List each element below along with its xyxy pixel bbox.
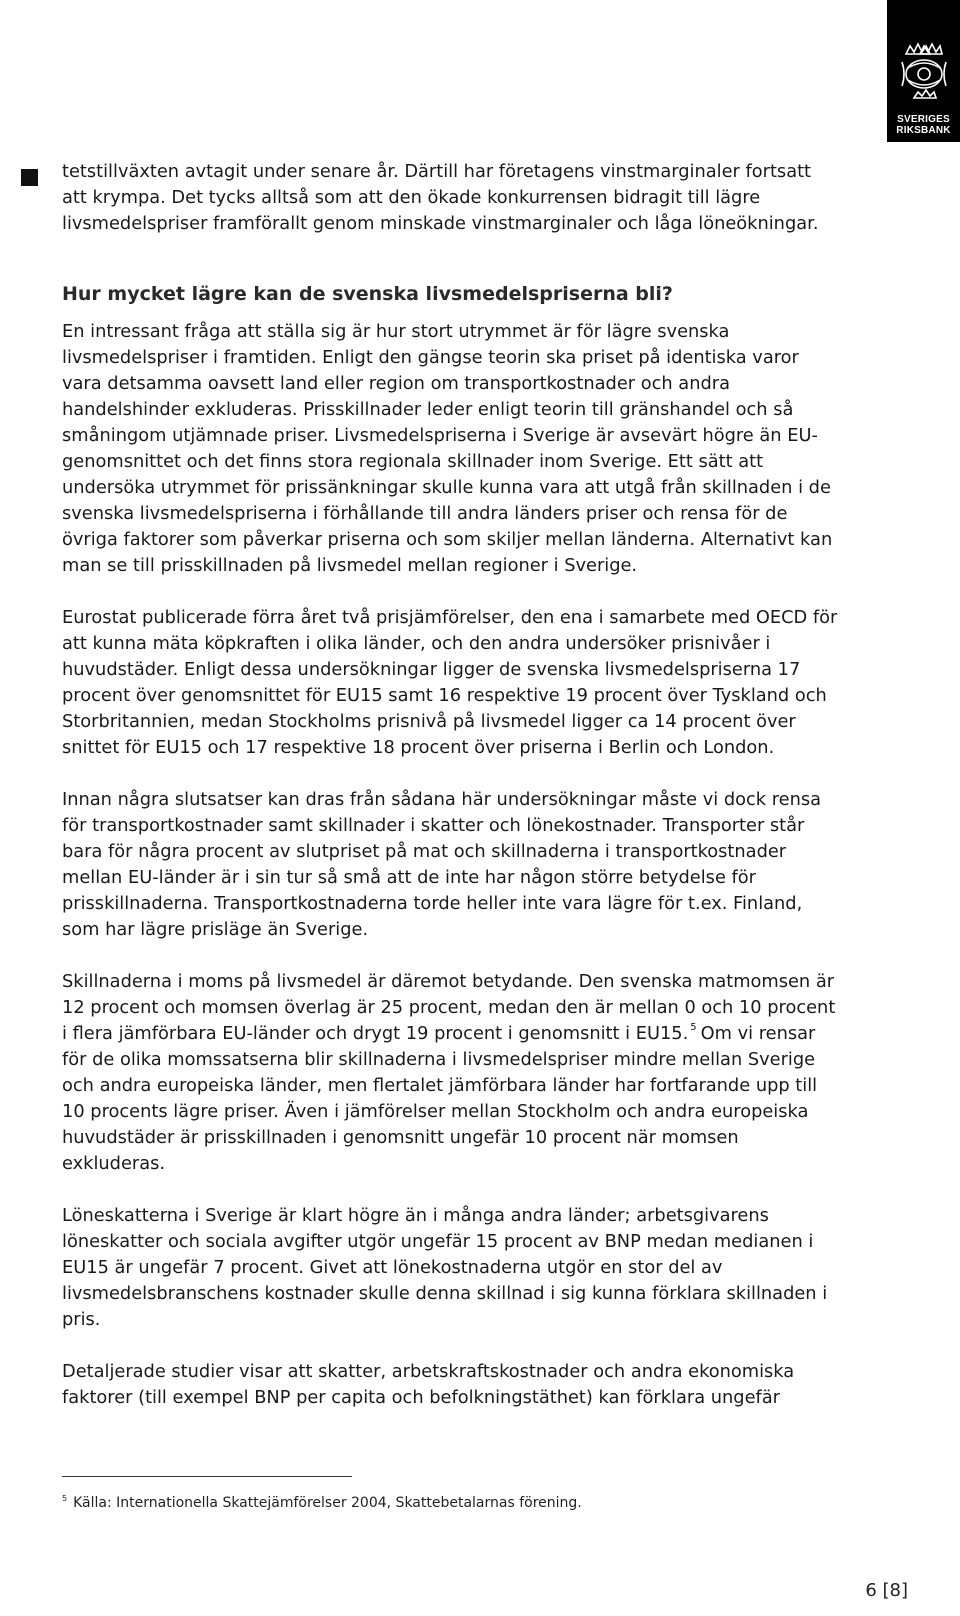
footnote-reference[interactable]: 5 xyxy=(690,1022,697,1033)
paragraph-5-part-a: Skillnaderna i moms på livsmedel är däremot betydande. Den svenska matmomsen är 12 procent och momsen överlag är 25 procent, medan den är mellan 0 och 10 procent i flera jämförbara EU-länder och drygt 19 procent i genomsnitt i EU15. xyxy=(62,971,836,1044)
paragraph-7: Detaljerade studier visar att skatter, arbetskraftskostnader och andra ekonomiska faktorer (till exempel BNP per capita och befolkningstäthet) kan förklara ungefär xyxy=(62,1361,795,1408)
section-heading: Hur mycket lägre kan de svenska livsmedelspriserna bli? xyxy=(62,283,673,305)
logo-text-line1: SVERIGES xyxy=(897,114,950,125)
page-number: 6 [8] xyxy=(865,1580,908,1601)
paragraph-3: Eurostat publicerade förra året två prisjämförelser, den ena i samarbete med OECD för att kunna mäta köpkraften i olika länder, och den andra undersöker prisnivåer i huvudstäder. Enligt dessa undersökningar ligger de svenska livsmedelspriserna 17 procent över genomsnittet för EU15 samt 16 respektive 19 procent över Tyskland och Storbritannien, medan Stockholms prisnivå på livsmedel ligger ca 14 procent över snittet för EU15 och 17 respektive 18 procent över priserna i Berlin och London. xyxy=(62,607,838,758)
logo-text-line2: RIKSBANK xyxy=(896,125,951,136)
riksbank-logo xyxy=(887,0,960,142)
footnote-text: Källa: Internationella Skattejämförelser 2004, Skattebetalarnas förening. xyxy=(73,1495,582,1511)
paragraph-6: Löneskatterna i Sverige är klart högre än i många andra länder; arbetsgivarens löneskatter och sociala avgifter utgör ungefär 15 procent av BNP medan medianen i EU15 är ungefär 7 procent. Givet att lönekostnaderna utgör en stor del av livsmedelsbranschens kostnader skulle denna skillnad i sig kunna förklara skillnaden i pris. xyxy=(62,1205,828,1330)
document-body xyxy=(62,159,838,1437)
paragraph-2: En intressant fråga att ställa sig är hur stort utrymmet är för lägre svenska livsmedelspriser i framtiden. Enligt den gängse teorin ska priset på identiska varor vara detsamma oavsett land eller region om transportkostnader och andra handelshinder exkluderas. Prisskillnader leder enligt teorin till gränshandel och så småningom utjämnade priser. Livsmedelspriserna i Sverige är avsevärt högre än EU-genomsnittet och det finns stora regionala skillnader inom Sverige. Ett sätt att undersöka utrymmet för prissänkningar skulle kunna vara att utgå från skillnaden i de svenska livsmedelspriserna i förhållande till andra länders priser och rensa för de övriga faktorer som påverkar priserna och som skiljer mellan länderna. Alternativt kan man se till prisskillnaden på livsmedel mellan regioner i Sverige. xyxy=(62,321,833,576)
footnote-divider xyxy=(62,1476,352,1477)
crowns-emblem-icon xyxy=(896,38,952,108)
paragraph-1: tetstillväxten avtagit under senare år. Därtill har företagens vinstmarginaler fortsatt att krympa. Det tycks alltså som att den ökade konkurrensen bidragit till lägre livsmedelspriser framförallt genom minskade vinstmarginaler och låga löneökningar. xyxy=(62,161,819,234)
paragraph-4: Innan några slutsatser kan dras från sådana här undersökningar måste vi dock rensa för transportkostnader samt skillnader i skatter och lönekostnader. Transporter står bara för några procent av slutpriset på mat och skillnaderna i transportkostnader mellan EU-länder är i sin tur så små att de inte har någon större betydelse för prisskillnaderna. Transportkostnaderna torde heller inte vara lägre för t.ex. Finland, som har lägre prisläge än Sverige. xyxy=(62,789,822,940)
footnote xyxy=(62,1489,582,1513)
paragraph-5 xyxy=(62,969,838,1177)
paragraph-5-part-b: Om vi rensar för de olika momssatserna blir skillnaderna i livsmedelspriser mindre mellan Sverige och andra europeiska länder, men flertalet jämförbara länder har fortfarande upp till 10 procents lägre priser. Även i jämförelser mellan Stockholm och andra europeiska huvudstäder är prisskillnaden i genomsnitt ungefär 10 procent när momsen exkluderas. xyxy=(62,1023,818,1174)
footnote-number: 5 xyxy=(62,1494,68,1503)
section-marker xyxy=(21,169,38,186)
